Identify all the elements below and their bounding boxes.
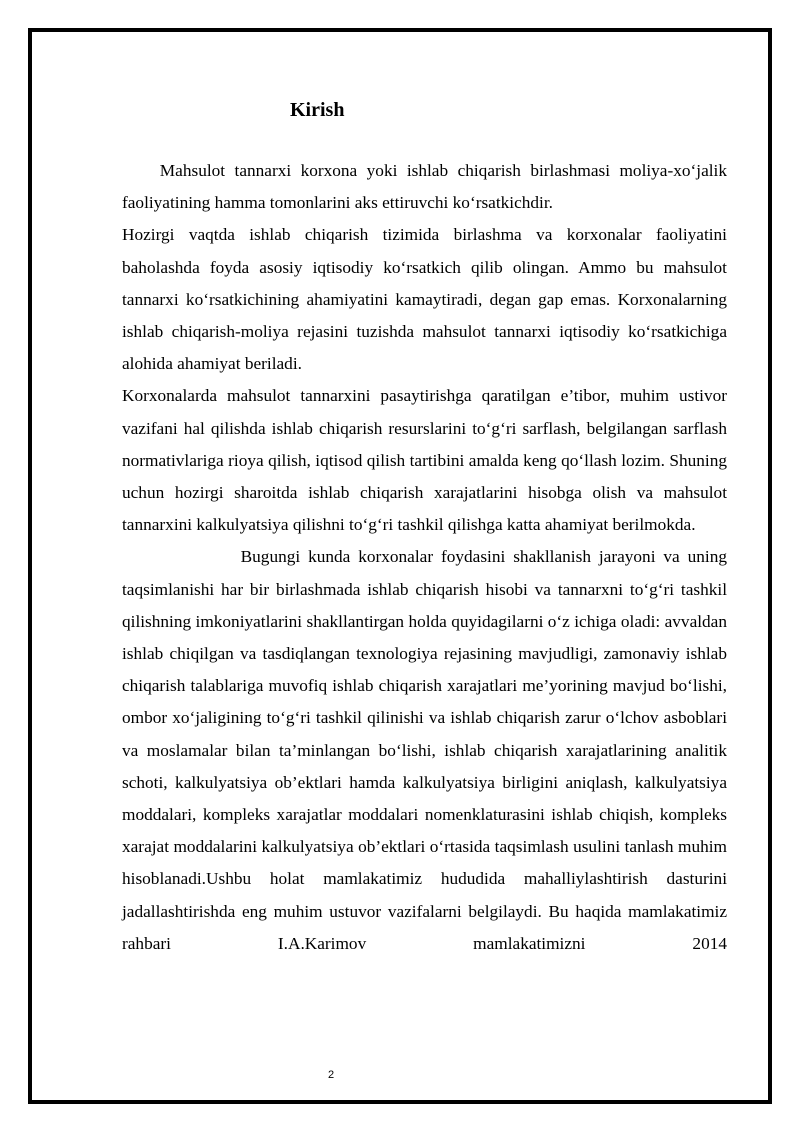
- paragraph-intro: Mahsulot tannarxi korxona yoki ishlab chiqarish birlashmasi moliya-xo‘jalik faoliyatining hamma tomonlarini aks ettiruvchi ko‘rsatkichdir.: [122, 161, 727, 213]
- page-heading: Kirish: [290, 99, 345, 121]
- paragraph-profit-formation: Bugungi kunda korxonalar foydasini shakllanish jarayoni va uning taqsimlanishi har bir birlashmada ishlab chiqarish hisobi va tannarxni to‘g‘ri tashkil qilishning imkoniyatlarini shakllantirgan holda quyidagilarni o‘z ichiga oladi: avvaldan ishlab chiqilgan va tasdiqlangan texnologiya rejasining mavjudligi, zamonaviy ishlab chiqarish talablariga muvofiq ishlab chiqarish xarajatlari me’yorining mavjud bo‘lishi, ombor xo‘jaligining to‘g‘ri tashkil qilinishi va ishlab chiqarish zarur o‘lchov asboblari va moslamalar bilan ta’minlangan bo‘lishi, ishlab chiqarish xarajatlarining analitik schoti, kalkulyatsiya ob’ektlari hamda kalkulyatsiya birligini aniqlash, kalkulyatsiya moddalari, kompleks xarajatlar moddalari nomenklaturasini ishlab chiqish, kompleks xarajat moddalarini kalkulyatsiya ob’ektlari o‘rtasida taqsimlash usulini tanlash muhim hisoblanadi.Ushbu holat mamlakatimiz hududida mahalliylashtirish dasturini jadallashtirishda eng muhim ustuvor vazifalarni belgilaydi. Bu haqida mamlakatimiz rahbari I.A.Karimov mamlakatimizni 2014: [122, 547, 727, 953]
- page-number: 2: [327, 1069, 335, 1081]
- document-body: [122, 155, 727, 960]
- paragraph-cost-reduction: Korxonalarda mahsulot tannarxini pasaytirishga qaratilgan e’tibor, muhim ustivor vazifani hal qilishda ishlab chiqarish resurslarini to‘g‘ri sarflash, belgilangan sarflash normativlariga rioya qilish, iqtisod qilish tartibini amalda keng qo‘llash lozim. Shuning uchun hozirgi sharoitda ishlab chiqarish xarajatlarini hisobga olish va mahsulot tannarxini kalkulyatsiya qilishni to‘g‘ri tashkil qilishga katta ahamiyat berilmokda.: [122, 386, 727, 535]
- paragraph-profit-indicator: Hozirgi vaqtda ishlab chiqarish tizimida birlashma va korxonalar faoliyatini baholashda foyda asosiy iqtisodiy ko‘rsatkich qilib olingan. Ammo bu mahsulot tannarxi ko‘rsatkichining ahamiyatini kamaytiradi, degan gap emas. Korxonalarning ishlab chiqarish-moliya rejasini tuzishda mahsulot tannarxi iqtisodiy ko‘rsatkichiga alohida ahamiyat beriladi.: [122, 225, 727, 374]
